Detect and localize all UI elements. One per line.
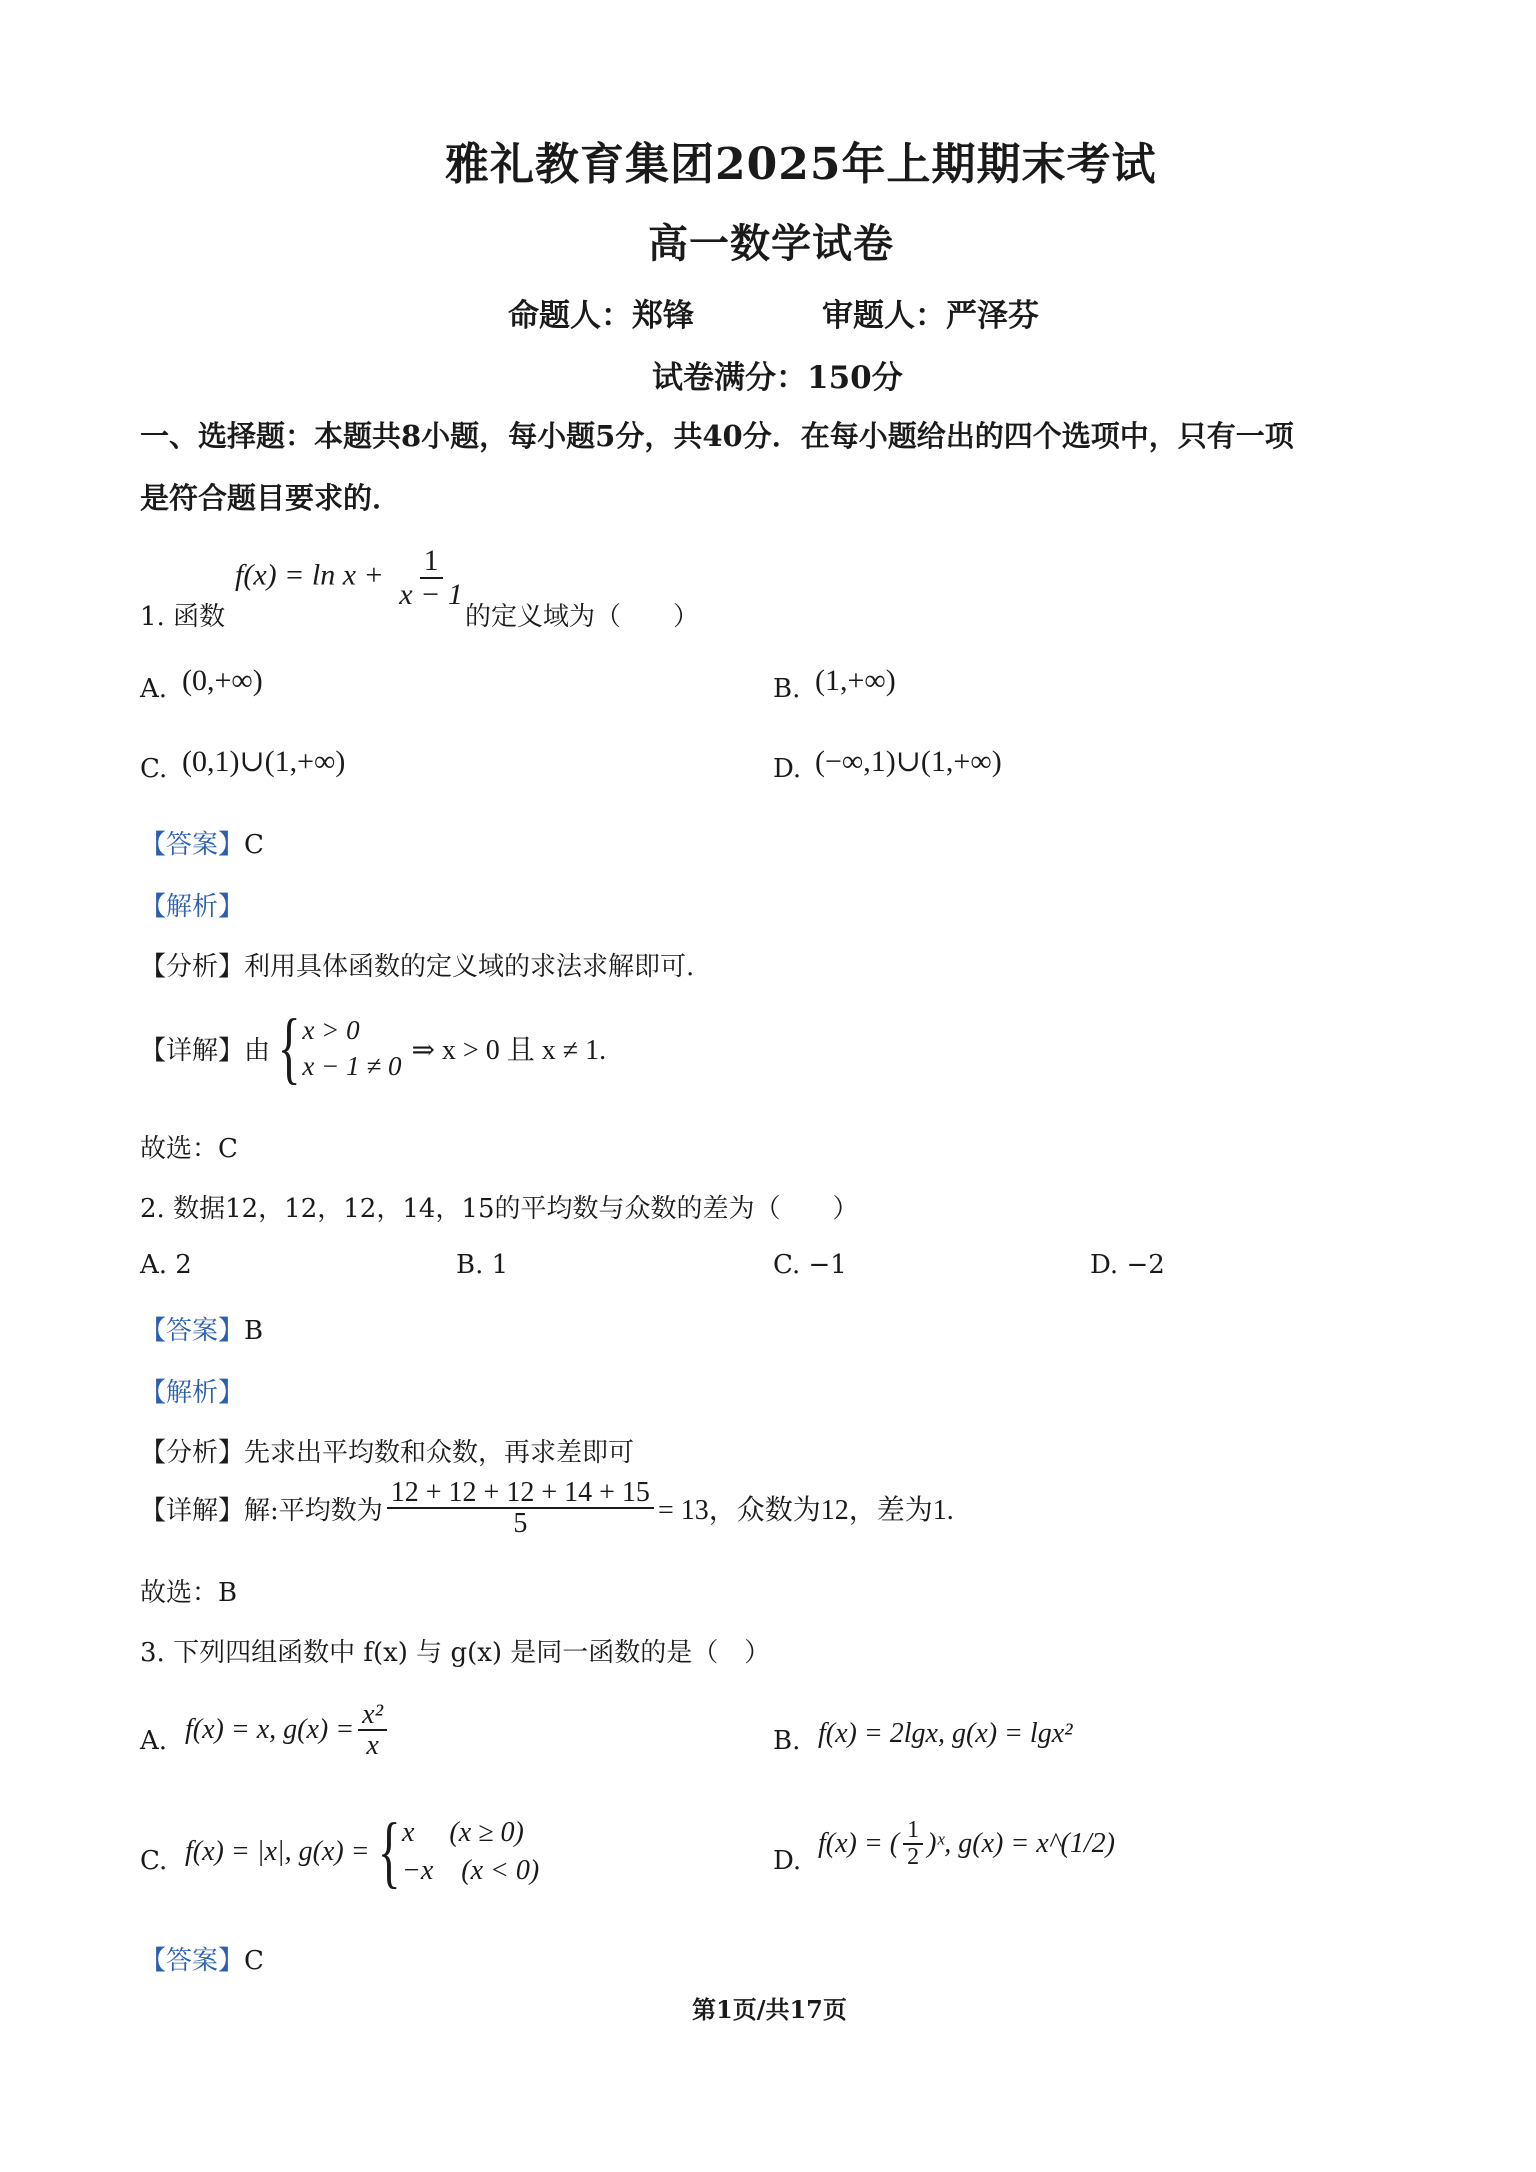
q3-answer [140, 1940, 264, 1977]
reviewer: 审题人：严泽芬 [822, 298, 1039, 334]
q1-sys-line2: x − 1 ≠ 0 [302, 1051, 402, 1081]
q2-frac-den: 5 [513, 1508, 528, 1540]
q1-option-c-label: C. [140, 754, 168, 784]
page-number: 第1页/共17页 [692, 1995, 847, 2024]
q1-frac-den: x − 1 [399, 577, 463, 611]
q3-option-b-label: B. [773, 1726, 801, 1756]
answer-tag: 【答案】 [140, 1946, 245, 1976]
q3-d-lhs: f(x) = ( [818, 1828, 900, 1860]
q3-a-lhs: f(x) = x, g(x) = [185, 1714, 355, 1746]
q2-answer-value: B [244, 1316, 264, 1346]
q1-option-d-label: D. [773, 754, 802, 784]
q3-stem: 3. 下列四组函数中 f(x) 与 g(x) 是同一函数的是（ ） [140, 1638, 771, 1668]
q3-d-fraction [903, 1818, 923, 1870]
q1-tail: 的定义域为（ ） [465, 602, 700, 632]
section-heading-line1: 一、选择题：本题共8小题，每小题5分，共40分．在每小题给出的四个选项中，只有一项 [140, 419, 1294, 453]
q3-answer-value: C [244, 1946, 264, 1976]
q3-a-num: x² [358, 1700, 387, 1731]
q3-d-num: 1 [903, 1818, 923, 1845]
q1-fenxi: 【分析】利用具体函数的定义域的求法求解即可. [140, 952, 695, 982]
setter: 命题人：郑锋 [508, 298, 694, 334]
q3-d-rhs: )ˣ, g(x) = x^(1/2) [927, 1828, 1115, 1860]
q1-option-d: (−∞,1)∪(1,+∞) [815, 745, 1002, 778]
q2-option-b: B. 1 [456, 1250, 509, 1280]
q2-answer [140, 1310, 263, 1347]
brace-icon: { [277, 1004, 301, 1092]
q3-option-d [818, 1818, 1115, 1870]
q3-option-b: f(x) = 2lgx, g(x) = lgx² [818, 1718, 1073, 1749]
q1-option-b: (1,+∞) [815, 664, 896, 697]
q1-answer [140, 824, 264, 861]
q2-option-d: D. −2 [1090, 1250, 1165, 1280]
q2-option-c: C. −1 [773, 1250, 847, 1280]
q3-c-piecewise [370, 1808, 540, 1896]
q3-d-den: 2 [907, 1844, 920, 1871]
q1-detail-suffix: ⇒ x > 0 且 x ≠ 1. [411, 1035, 607, 1066]
paper-subtitle: 高一数学试卷 [648, 220, 894, 267]
q1-number: 1. 函数 [140, 602, 226, 632]
q3-option-a-label: A. [140, 1726, 168, 1756]
q1-detail-prefix: 【详解】由 [140, 1035, 271, 1066]
q2-analysis-tag: 【解析】 [140, 1378, 245, 1408]
q3-option-c-label: C. [140, 1846, 168, 1876]
q1-frac-num: 1 [420, 545, 443, 579]
brace-icon: { [377, 1808, 401, 1896]
q3-option-d-label: D. [773, 1846, 802, 1876]
q1-fraction [395, 545, 467, 610]
answer-tag: 【答案】 [140, 1316, 245, 1346]
full-score: 试卷满分：150分 [652, 360, 903, 396]
q1-option-a-label: A. [140, 674, 168, 704]
q1-option-b-label: B. [773, 674, 801, 704]
q2-option-a: A. 2 [140, 1250, 192, 1280]
q2-detail-prefix: 【详解】解:平均数为 [140, 1495, 383, 1526]
q3-option-a [185, 1700, 391, 1761]
q1-func-lhs: f(x) = ln x + [235, 558, 384, 592]
q1-detail [140, 1004, 607, 1092]
q3-option-c [185, 1808, 540, 1896]
q3-a-fraction [358, 1700, 387, 1761]
q3-c-line1: x (x ≥ 0) [401, 1817, 524, 1849]
q1-analysis-tag: 【解析】 [140, 892, 245, 922]
answer-tag: 【答案】 [140, 830, 245, 860]
q2-fenxi: 【分析】先求出平均数和众数，再求差即可 [140, 1438, 635, 1468]
q1-function [235, 545, 471, 610]
section-heading-line2: 是符合题目要求的． [140, 481, 402, 515]
q2-choice: 故选：B [140, 1578, 238, 1608]
q1-sys-line1: x > 0 [302, 1014, 360, 1045]
q3-c-lhs: f(x) = |x|, g(x) = [185, 1836, 370, 1867]
q2-detail [140, 1478, 954, 1539]
q1-option-c: (0,1)∪(1,+∞) [182, 745, 346, 778]
q1-choice: 故选：C [140, 1134, 238, 1164]
q3-a-den: x [366, 1730, 379, 1762]
q2-frac-num: 12 + 12 + 12 + 14 + 15 [387, 1478, 654, 1509]
q1-answer-value: C [244, 830, 264, 860]
exam-title: 雅礼教育集团2025年上期期末考试 [445, 139, 1157, 190]
q2-detail-suffix: = 13，众数为12，差为1. [657, 1495, 954, 1527]
q2-stem: 2. 数据12，12，12，14，15的平均数与众数的差为（ ） [140, 1194, 859, 1224]
q3-c-line2: −x (x < 0) [401, 1855, 540, 1886]
q2-fraction [387, 1478, 654, 1539]
q1-system [270, 1004, 402, 1092]
q1-option-a: (0,+∞) [182, 664, 263, 697]
